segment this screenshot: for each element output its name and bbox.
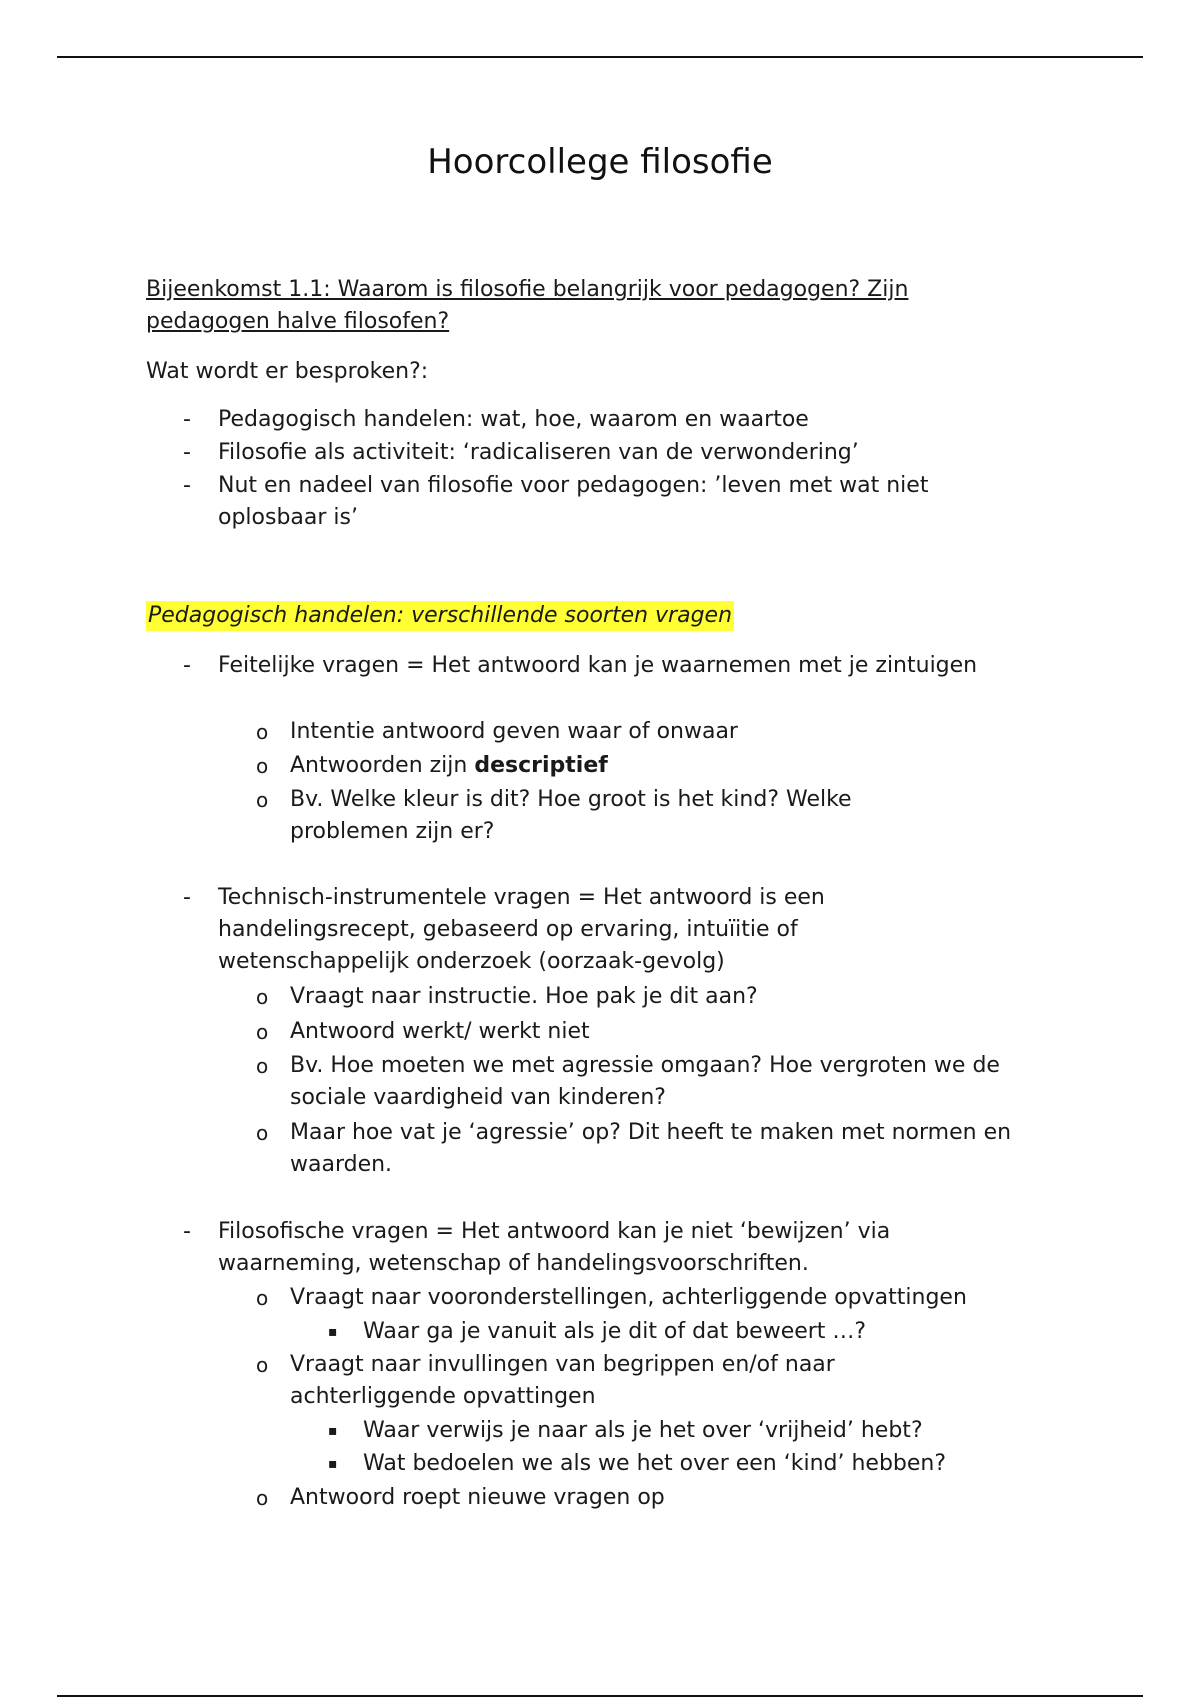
sub-item: Vraagt naar instructie. Hoe pak je dit aan? (290, 984, 758, 1009)
circle-marker: o (256, 985, 269, 1009)
meeting-heading: Bijeenkomst 1.1: Waarom is filosofie belangrijk voor pedagogen? Zijn pedagogen halve filosofen? (146, 277, 909, 334)
sub-item: Vraagt naar invullingen van begrippen en/of naar achterliggende opvattingen (290, 1352, 835, 1409)
square-bullet-icon: ▪ (328, 1423, 338, 1439)
dash-marker: - (183, 407, 191, 432)
circle-marker: o (256, 720, 269, 744)
sub-item: Bv. Hoe moeten we met agressie omgaan? Hoe vergroten we de sociale vaardigheid van kinderen? (290, 1053, 1000, 1110)
dash-marker: - (183, 440, 191, 465)
sub-item: Antwoord werkt/ werkt niet (290, 1019, 590, 1044)
sub-item: Bv. Welke kleur is dit? Hoe groot is het kind? Welke problemen zijn er? (290, 787, 852, 844)
circle-marker: o (256, 1486, 269, 1510)
circle-marker: o (256, 1020, 269, 1044)
circle-marker: o (256, 1054, 269, 1078)
question-type-philosophical: Filosofische vragen = Het antwoord kan je niet ‘bewijzen’ via waarneming, wetenschap of handelingsvoorschriften. (218, 1219, 891, 1276)
circle-marker: o (256, 1121, 269, 1145)
document-title: Hoorcollege filosofie (427, 142, 773, 182)
sub-sub-item: Waar ga je vanuit als je dit of dat beweert …? (363, 1319, 867, 1344)
intro-text: Wat wordt er besproken?: (146, 359, 429, 384)
dash-marker: - (183, 885, 191, 910)
question-type-factual: Feitelijke vragen = Het antwoord kan je waarnemen met je zintuigen (218, 653, 978, 678)
bottom-rule (57, 1695, 1143, 1697)
square-bullet-icon: ▪ (328, 1456, 338, 1472)
sub-sub-item: Waar verwijs je naar als je het over ‘vrijheid’ hebt? (363, 1418, 923, 1443)
topic-item: Nut en nadeel van filosofie voor pedagogen: ’leven met wat niet oplosbaar is’ (218, 473, 929, 530)
dash-marker: - (183, 1219, 191, 1244)
sub-item: Vraagt naar vooronderstellingen, achterliggende opvattingen (290, 1285, 967, 1310)
dash-marker: - (183, 653, 191, 678)
dash-marker: - (183, 473, 191, 498)
question-type-technical: Technisch-instrumentele vragen = Het antwoord is een handelingsrecept, gebaseerd op ervaring, intuïitie of wetenschappelijk onderzoek (oorzaak-gevolg) (218, 885, 825, 974)
section-heading-highlight: Pedagogisch handelen: verschillende soorten vragen (146, 601, 734, 631)
topic-item: Filosofie als activiteit: ‘radicaliseren van de verwondering’ (218, 440, 859, 465)
circle-marker: o (256, 1286, 269, 1310)
top-rule (57, 56, 1143, 58)
square-bullet-icon: ▪ (328, 1324, 338, 1340)
sub-item: Maar hoe vat je ‘agressie’ op? Dit heeft te maken met normen en waarden. (290, 1120, 1012, 1177)
sub-sub-item: Wat bedoelen we als we het over een ‘kind’ hebben? (363, 1451, 947, 1476)
circle-marker: o (256, 788, 269, 812)
bold-term: descriptief (474, 753, 608, 778)
sub-item: Intentie antwoord geven waar of onwaar (290, 719, 738, 744)
sub-item-text: Antwoorden zijn (290, 753, 475, 778)
sub-item (290, 750, 1080, 782)
circle-marker: o (256, 1353, 269, 1377)
sub-item: Antwoord roept nieuwe vragen op (290, 1485, 665, 1510)
topic-item: Pedagogisch handelen: wat, hoe, waarom en waartoe (218, 407, 809, 432)
circle-marker: o (256, 754, 269, 778)
